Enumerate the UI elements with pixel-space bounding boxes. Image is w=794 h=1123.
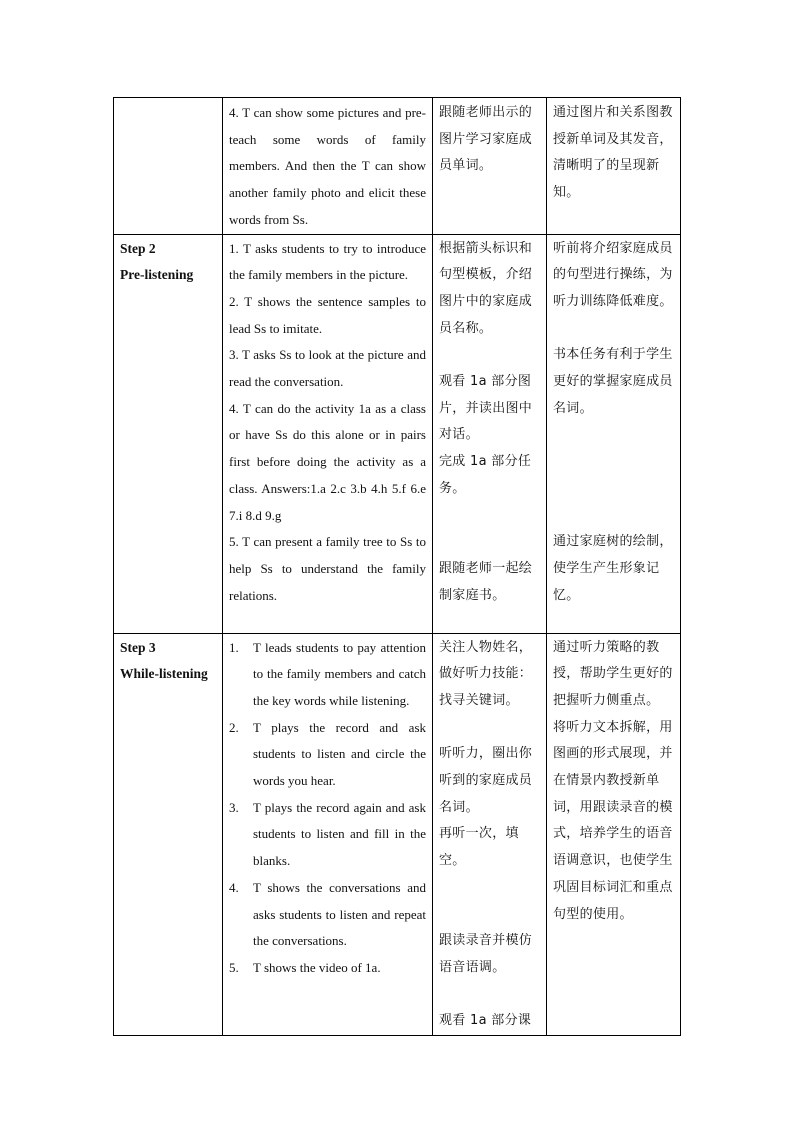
item-text: T shows the conversations and asks students to listen and repeat the conversations. xyxy=(253,879,426,949)
step-number: Step 2 xyxy=(120,240,156,256)
teacher-activity-text: 1. T asks students to try to introduce the family members in the picture. xyxy=(229,240,426,283)
list-item xyxy=(229,875,426,955)
list-item xyxy=(229,955,426,982)
design-purpose-cell xyxy=(547,633,681,1035)
student-activity-text: 完成 1a 部分任务。 xyxy=(439,454,532,496)
student-activity-text: 根据箭头标识和句型模板，介绍图片中的家庭成员名称。 xyxy=(439,240,533,336)
design-purpose-text: 通过听力策略的教授，帮助学生更好的把握听力侧重点。 xyxy=(553,639,673,708)
design-purpose-text: 通过图片和关系图教授新单词及其发音，清晰明了的呈现新知。 xyxy=(553,105,673,201)
design-purpose-text: 通过家庭树的绘制，使学生产生形象记忆。 xyxy=(553,534,673,603)
student-activity-text: 听听力，圈出你听到的家庭成员名词。 xyxy=(439,746,533,815)
list-item xyxy=(229,795,426,875)
student-activity-text: 再听一次，填空。 xyxy=(439,826,519,869)
student-activity-text: 跟随老师一起绘制家庭书。 xyxy=(439,560,533,603)
student-activity-text: 观看 1a 部分课 xyxy=(439,1013,532,1029)
teacher-activity-cell xyxy=(223,633,433,1035)
student-activity-cell xyxy=(433,98,547,235)
item-number: 2. xyxy=(229,719,239,735)
teacher-activity-list xyxy=(229,635,426,982)
step-cell xyxy=(114,234,223,633)
design-purpose-cell xyxy=(547,234,681,633)
item-text: T plays the record again and ask students to listen and fill in the blanks. xyxy=(253,799,426,869)
item-number: 5. xyxy=(229,959,239,975)
teacher-activity-cell xyxy=(223,98,433,235)
teacher-activity-text: 2. T shows the sentence samples to lead Ss to imitate. xyxy=(229,293,426,336)
step-cell xyxy=(114,633,223,1035)
teacher-activity-text: 3. T asks Ss to look at the picture and read the conversation. xyxy=(229,347,426,390)
step-cell xyxy=(114,98,223,235)
design-purpose-cell xyxy=(547,98,681,235)
teacher-activity-text: 4. T can do the activity 1a as a class or have Ss do this alone or in pairs first before doing the activity as a class. Answers:1.a 2.c 3.b 4.h 5.f 6.e 7.i 8.d 9.g xyxy=(229,400,426,523)
step-stage: While-listening xyxy=(120,666,208,682)
student-activity-cell xyxy=(433,633,547,1035)
teacher-activity-cell xyxy=(223,234,433,633)
item-number: 1. xyxy=(229,639,239,655)
step-stage: Pre-listening xyxy=(120,267,194,283)
item-text: T shows the video of 1a. xyxy=(253,959,381,975)
table-row xyxy=(114,98,681,235)
student-activity-text: 观看 1a 部分图片，并读出图中对话。 xyxy=(439,374,533,443)
student-activity-text: 关注人物姓名，做好听力技能：找寻关键词。 xyxy=(439,639,533,708)
teacher-activity-text: 5. T can present a family tree to Ss to help Ss to understand the family relations. xyxy=(229,534,426,603)
student-activity-text: 跟读录音并模仿语音语调。 xyxy=(439,933,533,975)
list-item xyxy=(229,715,426,795)
design-purpose-text: 书本任务有利于学生更好的掌握家庭成员名词。 xyxy=(553,347,673,416)
item-number: 4. xyxy=(229,879,239,895)
table-row xyxy=(114,633,681,1035)
design-purpose-text: 将听力文本拆解，用图画的形式展现，并在情景内教授新单词，用跟读录音的模式，培养学生的语音语调意识，也使学生巩固目标词汇和重点句型的使用。 xyxy=(553,719,673,922)
student-activity-text: 跟随老师出示的图片学习家庭成员单词。 xyxy=(439,105,533,174)
list-item xyxy=(229,635,426,715)
item-text: T plays the record and ask students to listen and circle the words you hear. xyxy=(253,719,426,789)
teacher-activity-text: 4. T can show some pictures and pre-teach some words of family members. And then the T can show another family photo and elicit these words from Ss. xyxy=(229,105,426,227)
table-row xyxy=(114,234,681,633)
lesson-plan-table xyxy=(113,97,681,1036)
design-purpose-text: 听前将介绍家庭成员的句型进行操练，为听力训练降低难度。 xyxy=(553,240,673,309)
item-text: T leads students to pay attention to the family members and catch the key words while listening. xyxy=(253,639,426,708)
step-number: Step 3 xyxy=(120,639,156,655)
student-activity-cell xyxy=(433,234,547,633)
item-number: 3. xyxy=(229,799,239,815)
